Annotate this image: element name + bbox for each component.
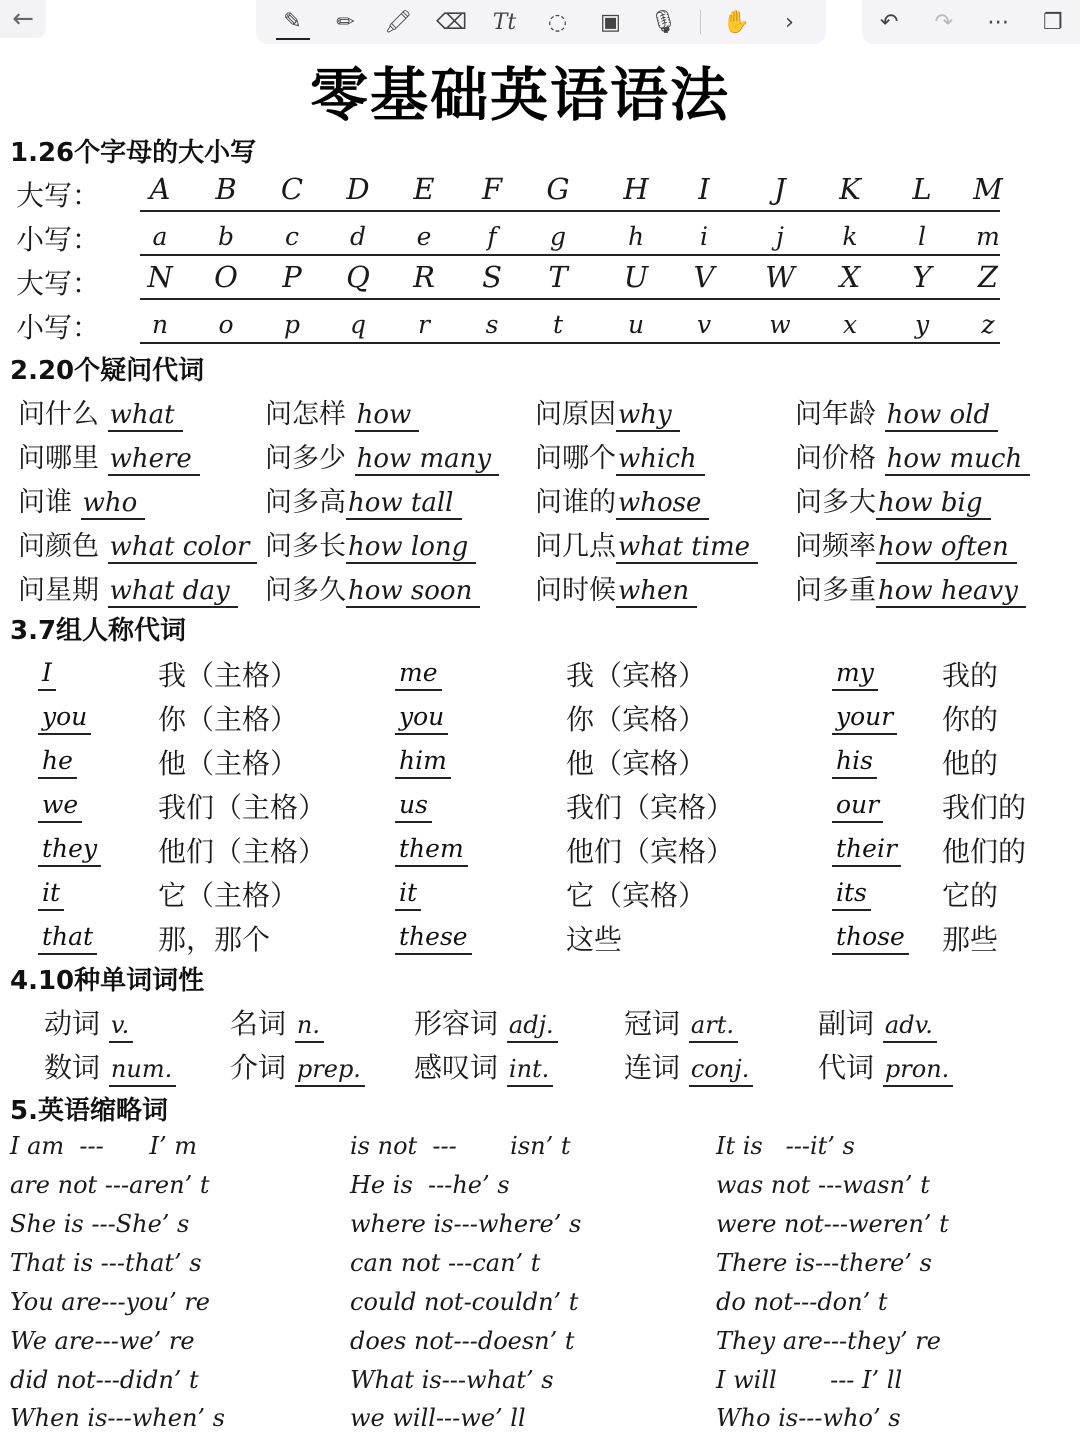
pos-cn: 连词 xyxy=(624,1051,689,1084)
contraction-item: He is ---he’ s xyxy=(350,1171,510,1199)
microphone-icon[interactable]: 🎙 xyxy=(649,9,678,35)
contraction-item: Who is---who’ s xyxy=(716,1404,901,1432)
question-en: what xyxy=(108,400,183,432)
section-heading: 1.26个字母的大小写 xyxy=(10,138,257,168)
alphabet-letter: p xyxy=(283,310,300,339)
question-cn: 问多高 xyxy=(265,487,346,518)
question-en: when xyxy=(616,576,697,608)
contraction-item: are not ---aren’ t xyxy=(10,1171,210,1199)
question-cn: 问什么 xyxy=(18,399,108,430)
pronoun-en: these xyxy=(395,922,472,955)
pronoun-en: my xyxy=(832,658,878,691)
alphabet-letter: S xyxy=(482,260,502,294)
pronoun-en: I xyxy=(38,658,56,691)
contraction-item: were not---weren’ t xyxy=(716,1210,949,1238)
question-word-item xyxy=(265,392,419,432)
pencil-icon[interactable]: ✏ xyxy=(336,9,355,35)
pronoun-cn: 他们（宾格） xyxy=(566,835,735,868)
question-word-item xyxy=(265,480,462,520)
pronoun-cn: 他的 xyxy=(942,747,999,780)
alphabet-letter: U xyxy=(623,260,649,294)
pronoun-cn: 我们（宾格） xyxy=(566,791,735,824)
alphabet-letter: n xyxy=(151,310,169,339)
pronoun-cn: 你（主格） xyxy=(158,703,299,736)
section-heading: 2.20个疑问代词 xyxy=(10,356,205,386)
part-of-speech-item xyxy=(414,1046,553,1086)
case-label: 小写： xyxy=(16,223,101,256)
pronoun-en: it xyxy=(395,878,421,911)
alphabet-letter: l xyxy=(918,222,926,251)
question-word-item xyxy=(18,524,257,564)
alphabet-letter: w xyxy=(769,310,791,339)
pos-cn: 形容词 xyxy=(414,1007,507,1040)
alphabet-letter: B xyxy=(215,172,237,206)
more-icon[interactable]: ⋯ xyxy=(987,9,1010,35)
pos-abbr: v. xyxy=(109,1011,133,1043)
pronoun-cn: 它的 xyxy=(942,879,999,912)
writing-line xyxy=(140,342,1000,344)
pronoun-cn: 他们（主格） xyxy=(158,835,327,868)
pronoun-en: their xyxy=(832,834,901,867)
question-word-item xyxy=(795,524,1017,564)
contraction-item: She is ---She’ s xyxy=(10,1210,190,1238)
question-en: how long xyxy=(346,532,476,564)
alphabet-letter: Z xyxy=(977,260,999,294)
pronoun-cn: 我的 xyxy=(942,659,999,692)
toolbar-divider xyxy=(700,10,701,34)
alphabet-letter: F xyxy=(481,172,503,206)
alphabet-letter: m xyxy=(976,222,1000,251)
alphabet-row xyxy=(16,302,1016,346)
pronoun-cn: 它（主格） xyxy=(158,879,299,912)
alphabet-letter: e xyxy=(416,222,432,251)
question-en: what day xyxy=(108,576,238,608)
part-of-speech-item xyxy=(624,1046,753,1086)
alphabet-letter: k xyxy=(842,222,858,251)
pronoun-en: they xyxy=(38,834,101,867)
contraction-item: do not---don’ t xyxy=(716,1288,888,1316)
question-en: how often xyxy=(876,532,1017,564)
question-en: how heavy xyxy=(876,576,1026,608)
pronoun-cn: 我们的 xyxy=(942,791,1027,824)
alphabet-letter: I xyxy=(698,172,710,206)
alphabet-letter: H xyxy=(623,172,649,206)
alphabet-letter: a xyxy=(152,222,168,251)
pronoun-en: it xyxy=(38,878,64,911)
pos-abbr: num. xyxy=(109,1055,176,1087)
question-cn: 问谁的 xyxy=(535,487,616,518)
pronoun-en: he xyxy=(38,746,77,779)
contraction-item: You are---you’ re xyxy=(10,1288,211,1316)
alphabet-letter: d xyxy=(349,222,366,251)
back-button[interactable] xyxy=(0,0,46,38)
question-en: how xyxy=(355,400,420,432)
contraction-item: We are---we’ re xyxy=(10,1327,195,1355)
pos-cn: 数词 xyxy=(44,1051,109,1084)
pos-abbr: art. xyxy=(689,1011,738,1043)
pos-abbr: conj. xyxy=(689,1055,753,1087)
question-word-item xyxy=(18,436,200,476)
toolbar xyxy=(0,0,1080,46)
writing-line xyxy=(140,254,1000,256)
highlighter-icon[interactable]: 🖍 xyxy=(384,9,413,35)
alphabet-letter: z xyxy=(981,310,995,339)
part-of-speech-item xyxy=(230,1002,324,1042)
text-icon[interactable]: Tt xyxy=(492,9,517,35)
contraction-item: can not ---can’ t xyxy=(350,1249,541,1277)
pronoun-cn: 这些 xyxy=(566,923,623,956)
contraction-item: There is---there’ s xyxy=(716,1249,932,1277)
pos-cn: 代词 xyxy=(818,1051,883,1084)
eraser-icon[interactable]: ⌫ xyxy=(435,9,468,35)
question-word-item xyxy=(795,480,991,520)
question-cn: 问多重 xyxy=(795,575,876,606)
question-cn: 问多少 xyxy=(265,443,355,474)
writing-line xyxy=(140,298,1000,300)
question-cn: 问几点 xyxy=(535,531,616,562)
contraction-item: What is---what’ s xyxy=(350,1366,554,1394)
pos-abbr: adj. xyxy=(507,1011,558,1043)
question-en: how much xyxy=(885,444,1031,476)
alphabet-letter: i xyxy=(700,222,708,251)
alphabet-letter: x xyxy=(842,310,858,339)
part-of-speech-item xyxy=(624,1002,738,1042)
part-of-speech-item xyxy=(44,1002,133,1042)
alphabet-letter: K xyxy=(839,172,861,206)
pos-cn: 冠词 xyxy=(624,1007,689,1040)
alphabet-letter: O xyxy=(214,260,238,294)
pronoun-cn: 我（主格） xyxy=(158,659,299,692)
pos-abbr: adv. xyxy=(883,1011,937,1043)
question-en: which xyxy=(616,444,705,476)
contraction-item: could not-couldn’ t xyxy=(350,1288,579,1316)
lasso-icon[interactable]: ◌ xyxy=(547,9,568,35)
question-word-item xyxy=(795,392,998,432)
case-label: 大写： xyxy=(16,267,101,300)
question-cn: 问多长 xyxy=(265,531,346,562)
alphabet-letter: c xyxy=(284,222,299,251)
part-of-speech-item xyxy=(818,1046,953,1086)
pronoun-en: our xyxy=(832,790,883,823)
section-heading: 5.英语缩略词 xyxy=(10,1096,168,1126)
alphabet-letter: s xyxy=(485,310,499,339)
pos-cn: 感叹词 xyxy=(414,1051,507,1084)
question-en: where xyxy=(108,444,200,476)
alphabet-letter: W xyxy=(765,260,795,294)
question-en: how tall xyxy=(346,488,462,520)
alphabet-letter: o xyxy=(218,310,234,339)
pronoun-cn: 那，那个 xyxy=(158,923,271,956)
question-word-item xyxy=(535,480,709,520)
pronoun-cn: 我们（主格） xyxy=(158,791,327,824)
contraction-item: was not ---wasn’ t xyxy=(716,1171,930,1199)
question-en: what time xyxy=(616,532,758,564)
pronoun-en: we xyxy=(38,790,82,823)
chevron-right-icon[interactable]: › xyxy=(785,9,794,35)
part-of-speech-item xyxy=(818,1002,937,1042)
pronoun-en: us xyxy=(395,790,432,823)
pos-cn: 动词 xyxy=(44,1007,109,1040)
pronoun-en: that xyxy=(38,922,97,955)
question-cn: 问颜色 xyxy=(18,531,108,562)
question-en: how old xyxy=(885,400,999,432)
question-cn: 问频率 xyxy=(795,531,876,562)
question-cn: 问多久 xyxy=(265,575,346,606)
alphabet-letter: P xyxy=(282,260,302,294)
pronoun-en: them xyxy=(395,834,468,867)
pos-abbr: n. xyxy=(295,1011,324,1043)
question-en: how big xyxy=(876,488,991,520)
case-label: 大写： xyxy=(16,179,101,212)
question-en: how many xyxy=(355,444,500,476)
alphabet-letter: E xyxy=(413,172,435,206)
alphabet-letter: b xyxy=(217,222,234,251)
writing-line xyxy=(140,210,1000,212)
question-cn: 问星期 xyxy=(18,575,108,606)
question-cn: 问原因 xyxy=(535,399,616,430)
alphabet-letter: X xyxy=(839,260,861,294)
question-word-item xyxy=(265,568,480,608)
alphabet-letter: J xyxy=(774,172,786,206)
question-en: whose xyxy=(616,488,709,520)
question-word-item xyxy=(18,392,183,432)
contraction-item: I am --- I’ m xyxy=(10,1132,198,1160)
alphabet-letter: R xyxy=(413,260,435,294)
pos-cn: 副词 xyxy=(818,1007,883,1040)
question-word-item xyxy=(535,568,697,608)
question-word-item xyxy=(535,392,680,432)
alphabet-letter: u xyxy=(627,310,645,339)
part-of-speech-item xyxy=(44,1046,176,1086)
pronoun-cn: 你的 xyxy=(942,703,999,736)
question-en: who xyxy=(81,488,146,520)
undo-icon[interactable]: ↶ xyxy=(880,9,899,35)
pos-abbr: pron. xyxy=(883,1055,953,1087)
question-word-item xyxy=(18,568,238,608)
alphabet-letter: V xyxy=(693,260,715,294)
pronoun-cn: 他（主格） xyxy=(158,747,299,780)
question-cn: 问多大 xyxy=(795,487,876,518)
question-en: why xyxy=(616,400,680,432)
alphabet-letter: Y xyxy=(912,260,932,294)
question-cn: 问怎样 xyxy=(265,399,355,430)
contraction-item: does not---doesn’ t xyxy=(350,1327,575,1355)
pronoun-cn: 它（宾格） xyxy=(566,879,707,912)
pos-abbr: int. xyxy=(507,1055,553,1087)
alphabet-row xyxy=(16,170,1016,214)
section-heading: 4.10种单词词性 xyxy=(10,966,205,996)
pronoun-en: him xyxy=(395,746,451,779)
alphabet-letter: D xyxy=(346,172,370,206)
contraction-item: I will --- I’ ll xyxy=(716,1366,903,1394)
question-word-item xyxy=(535,436,705,476)
question-cn: 问价格 xyxy=(795,443,885,474)
question-word-item xyxy=(795,568,1026,608)
part-of-speech-item xyxy=(230,1046,365,1086)
question-cn: 问年龄 xyxy=(795,399,885,430)
alphabet-row xyxy=(16,258,1016,302)
alphabet-letter: j xyxy=(776,222,784,251)
pronoun-en: those xyxy=(832,922,909,955)
contraction-item: It is ---it’ s xyxy=(716,1132,855,1160)
alphabet-letter: Q xyxy=(346,260,370,294)
pronoun-en: you xyxy=(395,702,448,735)
pos-abbr: prep. xyxy=(295,1055,365,1087)
question-word-item xyxy=(265,436,499,476)
contraction-item: did not---didn’ t xyxy=(10,1366,199,1394)
pen-icon[interactable]: ✎ xyxy=(276,4,310,40)
question-word-item xyxy=(795,436,1030,476)
alphabet-letter: g xyxy=(549,222,566,251)
alphabet-letter: h xyxy=(627,222,645,251)
case-label: 小写： xyxy=(16,311,101,344)
question-cn: 问谁 xyxy=(18,487,81,518)
contraction-item: They are---they’ re xyxy=(716,1327,941,1355)
question-cn: 问时候 xyxy=(535,575,616,606)
page-title: 零基础英语语法 xyxy=(309,61,730,129)
pronoun-en: you xyxy=(38,702,91,735)
contraction-item: where is---where’ s xyxy=(350,1210,582,1238)
question-word-item xyxy=(18,480,145,520)
alphabet-letter: M xyxy=(973,172,1003,206)
pronoun-cn: 他们的 xyxy=(942,835,1027,868)
alphabet-letter: L xyxy=(912,172,932,206)
chevron-left-icon: ← xyxy=(12,4,34,34)
question-en: how soon xyxy=(346,576,480,608)
question-cn: 问哪个 xyxy=(535,443,616,474)
alphabet-letter: N xyxy=(147,260,173,294)
pronoun-en: his xyxy=(832,746,877,779)
pronoun-en: your xyxy=(832,702,897,735)
contraction-item: is not --- isn’ t xyxy=(350,1132,571,1160)
alphabet-letter: v xyxy=(696,310,712,339)
image-icon[interactable]: ▣ xyxy=(600,9,621,35)
pronoun-cn: 我（宾格） xyxy=(566,659,707,692)
contraction-item: When is---when’ s xyxy=(10,1404,225,1432)
part-of-speech-item xyxy=(414,1002,558,1042)
question-cn: 问哪里 xyxy=(18,443,108,474)
alphabet-letter: r xyxy=(418,310,430,339)
alphabet-letter: C xyxy=(280,172,304,206)
alphabet-letter: G xyxy=(546,172,570,206)
pronoun-cn: 他（宾格） xyxy=(566,747,707,780)
pronoun-en: its xyxy=(832,878,871,911)
pronoun-cn: 你（宾格） xyxy=(566,703,707,736)
toolbar-actions xyxy=(862,0,1080,44)
contraction-item: That is ---that’ s xyxy=(10,1249,202,1277)
alphabet-letter: A xyxy=(149,172,171,206)
alphabet-row xyxy=(16,214,1016,258)
redo-icon[interactable]: ↷ xyxy=(934,9,953,35)
pronoun-en: me xyxy=(395,658,442,691)
section-heading: 3.7组人称代词 xyxy=(10,616,187,646)
question-word-item xyxy=(265,524,476,564)
pronoun-cn: 那些 xyxy=(942,923,999,956)
question-en: what color xyxy=(108,532,258,564)
alphabet-letter: y xyxy=(914,310,930,339)
alphabet-letter: t xyxy=(552,310,564,339)
hand-touch-icon[interactable]: ✋ xyxy=(722,9,751,35)
drawing-tools xyxy=(256,0,826,44)
question-word-item xyxy=(535,524,758,564)
contraction-item: we will---we’ ll xyxy=(350,1404,526,1432)
pages-icon[interactable]: ❐ xyxy=(1042,9,1063,35)
pos-cn: 介词 xyxy=(230,1051,295,1084)
pos-cn: 名词 xyxy=(230,1007,295,1040)
alphabet-letter: T xyxy=(548,260,568,294)
alphabet-letter: f xyxy=(487,222,497,251)
alphabet-letter: q xyxy=(349,310,366,339)
